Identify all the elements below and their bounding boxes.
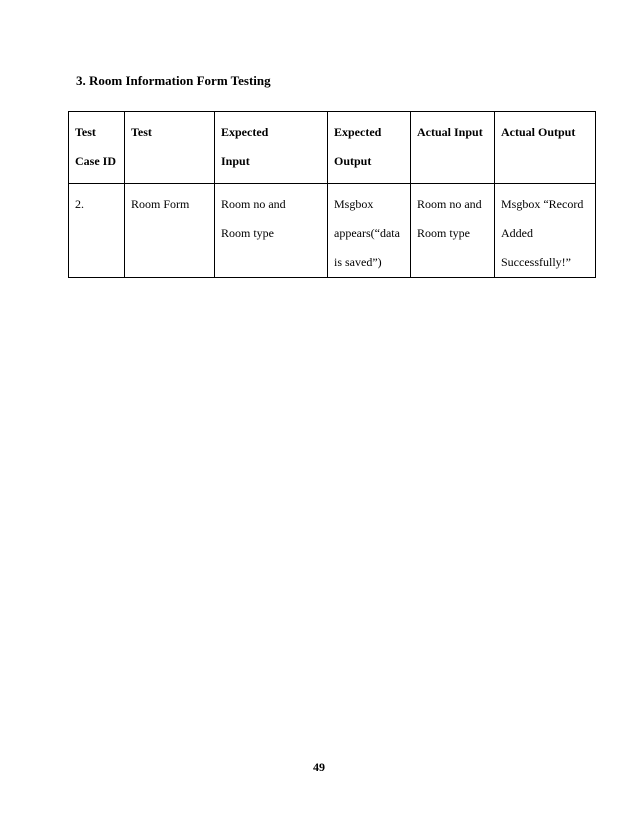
- header-text: Case ID: [75, 154, 116, 168]
- cell-text: Msgbox: [334, 197, 374, 211]
- cell-text: appears(“data: [334, 226, 400, 240]
- cell-text: Room type: [417, 226, 470, 240]
- cell-text: 2.: [75, 197, 84, 211]
- header-actual-output: [495, 112, 596, 184]
- header-text: Input: [221, 154, 250, 168]
- table-header-row: [69, 112, 596, 184]
- header-expected-input: [215, 112, 328, 184]
- header-text: Expected: [221, 125, 269, 139]
- header-test-case-id: [69, 112, 125, 184]
- cell-test: [125, 184, 215, 278]
- header-text: Test: [131, 125, 152, 139]
- header-text: Output: [334, 154, 372, 168]
- cell-expected-output: [328, 184, 411, 278]
- cell-text: Room type: [221, 226, 274, 240]
- cell-text: Room no and: [221, 197, 286, 211]
- cell-text: Successfully!”: [501, 255, 571, 269]
- header-text: Actual Input: [417, 125, 483, 139]
- table-row: [69, 184, 596, 278]
- cell-text: Room no and: [417, 197, 482, 211]
- cell-test-case-id: [69, 184, 125, 278]
- header-text: Actual Output: [501, 125, 576, 139]
- cell-text: Room Form: [131, 197, 190, 211]
- cell-expected-input: [215, 184, 328, 278]
- header-text: Test: [75, 125, 96, 139]
- section-heading: 3. Room Information Form Testing: [76, 73, 271, 88]
- test-case-table: [68, 111, 596, 278]
- page-number: 49: [313, 760, 325, 774]
- cell-actual-input: [411, 184, 495, 278]
- cell-text: is saved”): [334, 255, 382, 269]
- cell-text: Added: [501, 226, 533, 240]
- cell-actual-output: [495, 184, 596, 278]
- header-expected-output: [328, 112, 411, 184]
- header-text: Expected: [334, 125, 382, 139]
- header-test: [125, 112, 215, 184]
- cell-text: Msgbox “Record: [501, 197, 584, 211]
- header-actual-input: [411, 112, 495, 184]
